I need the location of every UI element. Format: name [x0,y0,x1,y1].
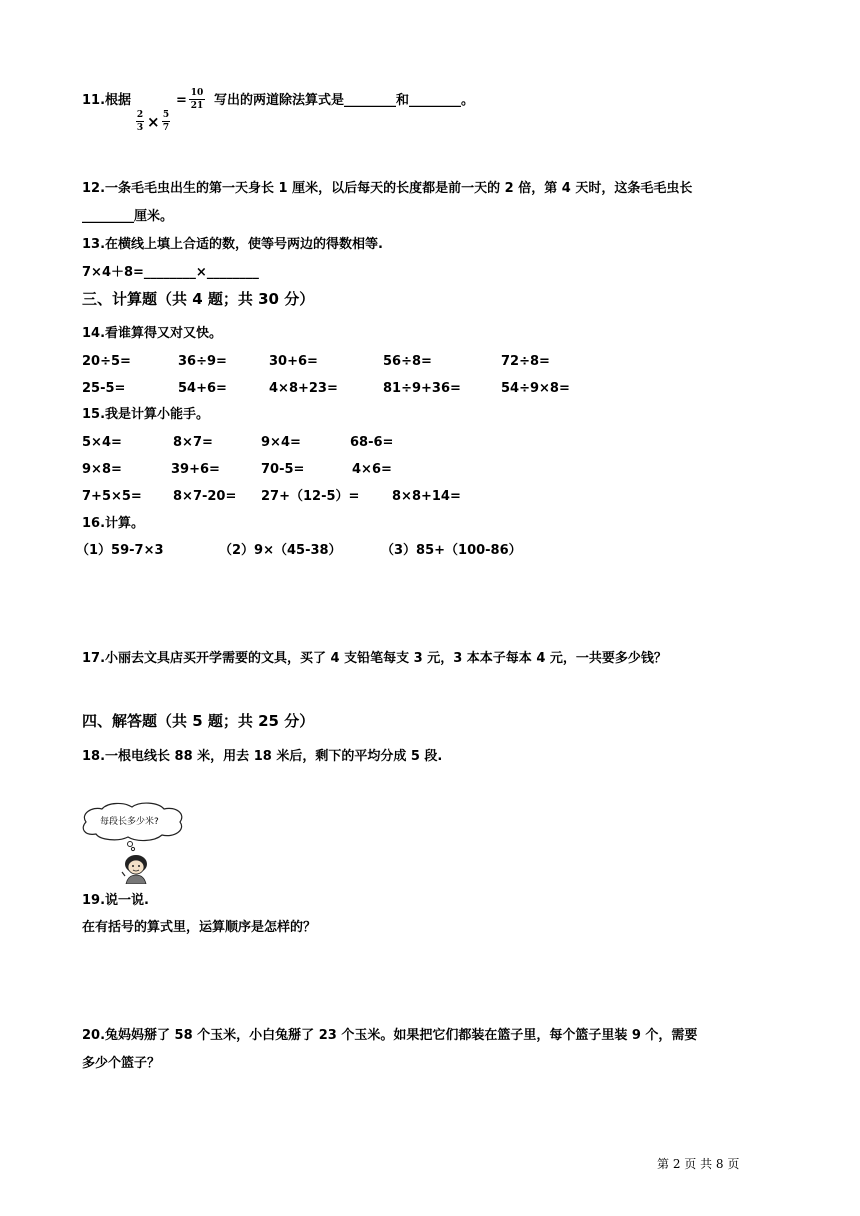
q14-r2-c5: 54÷9×8= [501,381,570,396]
q11-times-sign: × [147,113,160,131]
q19-line1: 19.说一说. [82,893,149,908]
q14-r1-c1: 20÷5= [82,354,131,369]
q15-r2-c1: 9×8= [82,462,122,477]
q12-line1: 12.一条毛毛虫出生的第一天身长 1 厘米，以后每天的长度都是前一天的 2 倍，第 4 天时，这条毛毛虫长 [82,181,693,196]
q14-r2-c3: 4×8+23= [269,381,338,396]
section-3-heading: 三、计算题（共 4 题；共 30 分） [82,290,315,308]
q16-title: 16.计算。 [82,516,145,531]
q14-r1-c4: 56÷8= [383,354,432,369]
q15-r3-c1: 7+5×5= [82,489,142,504]
q11-a-numerator: 2 [136,110,144,120]
q15-r3-c2: 8×7-20= [173,489,237,504]
q13-line1: 13.在横线上填上合适的数，使等号两边的得数相等. [82,237,383,252]
q14-r1-c2: 36÷9= [178,354,227,369]
q11-result-fraction [189,88,205,111]
q16-item-3: （3）85+（100-86） [381,543,522,558]
q11-a-denominator: 3 [136,123,144,133]
q15-r2-c3: 70-5= [261,462,305,477]
q11-result-denominator: 21 [190,101,204,111]
thought-bubble-icon [78,800,190,884]
q11-text: 写出的两道除法算式是________和________。 [214,93,475,108]
q15-r3-c4: 8×8+14= [392,489,461,504]
q15-r2-c2: 39+6= [171,462,220,477]
q14-r2-c4: 81÷9+36= [383,381,461,396]
q15-r1-c3: 9×4= [261,435,301,450]
q14-r1-c3: 30+6= [269,354,318,369]
q14-r2-c2: 54+6= [178,381,227,396]
q13-line2: 7×4＋8=________×________ [82,265,259,280]
q15-r1-c1: 5×4= [82,435,122,450]
q18-bubble-text: 每段长多少米? [100,817,159,827]
q11-equals: = [176,93,187,108]
q14-r2-c1: 25-5= [82,381,126,396]
page-footer: 第 2 页 共 8 页 [657,1157,740,1171]
q11-fraction-a [136,110,144,133]
q16-item-1: （1）59-7×3 [76,543,164,558]
q11-result-numerator: 10 [190,88,204,98]
q16-item-2: （2）9×（45-38） [219,543,342,558]
q19-line2: 在有括号的算式里，运算顺序是怎样的？ [82,920,317,935]
q20-line2: 多少个篮子？ [82,1056,161,1071]
q20-line1: 20.兔妈妈掰了 58 个玉米，小白兔掰了 23 个玉米。如果把它们都装在篮子里，每个篮子里装 9 个，需要 [82,1028,698,1043]
q15-r3-c3: 27+（12-5）= [261,489,360,504]
section-4-heading: 四、解答题（共 5 题；共 25 分） [82,712,315,730]
q15-r2-c4: 4×6= [352,462,392,477]
q17-text: 17.小丽去文具店买开学需要的文具，买了 4 支铅笔每支 3 元，3 本本子每本 4 元，一共要多少钱？ [82,651,667,666]
q15-title: 15.我是计算小能手。 [82,407,210,422]
q11-prefix: 11.根据 [82,93,132,108]
q14-title: 14.看谁算得又对又快。 [82,326,223,341]
q18-text: 18.一根电线长 88 米，用去 18 米后，剩下的平均分成 5 段. [82,749,443,764]
q15-r1-c2: 8×7= [173,435,213,450]
q12-line2: ________厘米。 [82,209,174,224]
q14-r1-c5: 72÷8= [501,354,550,369]
q15-r1-c4: 68-6= [350,435,394,450]
q11-b-numerator: 5 [162,110,170,120]
q18-illustration [78,800,190,884]
q11-b-denominator: 7 [162,123,170,133]
q11-fraction-b [162,110,170,133]
